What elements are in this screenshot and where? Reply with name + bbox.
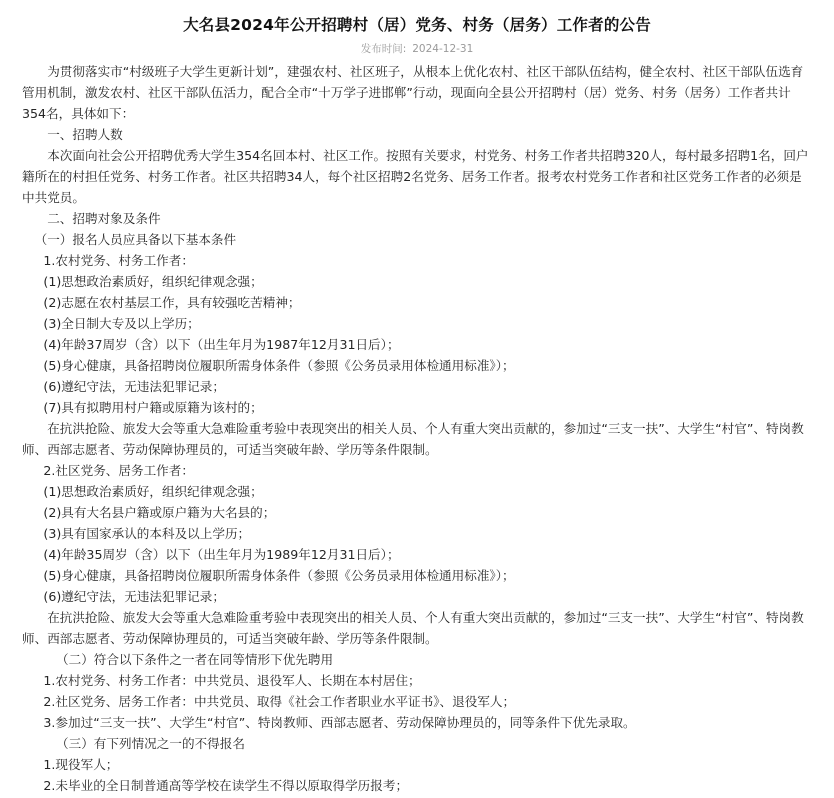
publish-meta xyxy=(22,41,812,57)
article-title: 大名县2024年公开招聘村（居）党务、村务（居务）工作者的公告 xyxy=(183,16,651,34)
village-condition-item: (4)年龄37周岁（含）以下（出生年月为1987年12月31日后）； xyxy=(43,337,400,352)
community-exception-paragraph: 在抗洪抢险、旅发大会等重大急难险重考验中表现突出的相关人员、个人有重大突出贡献的，参加过“三支一扶”、大学生“村官”、特岗教师、西部志愿者、劳动保障协理员的，可适当突破年龄、学历等条件限制。 xyxy=(22,610,804,646)
section-heading-targets: 二、招聘对象及条件 xyxy=(47,211,161,226)
community-condition-item: (2)具有大名县户籍或原户籍为大名县的； xyxy=(43,505,276,520)
village-worker-heading: 1.农村党务、村务工作者： xyxy=(43,253,194,268)
ineligible-item: 1.现役军人； xyxy=(43,757,119,772)
community-condition-item: (6)遵纪守法，无违法犯罪记录； xyxy=(43,589,225,604)
village-condition-item: (5)身心健康，具备招聘岗位履职所需身体条件（参照《公务员录用体检通用标准》）； xyxy=(43,358,515,373)
publish-date: 2024-12-31 xyxy=(412,43,474,55)
village-condition-item: (6)遵纪守法，无违法犯罪记录； xyxy=(43,379,225,394)
ineligible-item: 2.未毕业的全日制普通高等学校在读学生不得以原取得学历报考； xyxy=(43,778,409,793)
village-condition-item: (2)志愿在农村基层工作，具有较强吃苦精神； xyxy=(43,295,301,310)
community-condition-item: (3)具有国家承认的本科及以上学历； xyxy=(43,526,251,541)
community-condition-item: (5)身心健康，具备招聘岗位履职所需身体条件（参照《公务员录用体检通用标准》）； xyxy=(43,568,515,583)
subsection-priority: （二）符合以下条件之一者在同等情形下优先聘用 xyxy=(56,652,334,667)
village-condition-item: (3)全日制大专及以上学历； xyxy=(43,316,200,331)
section-heading-recruit-count: 一、招聘人数 xyxy=(47,127,123,142)
article-body xyxy=(22,61,812,796)
publish-time-label: 发布时间: xyxy=(360,43,407,55)
community-condition-item: (4)年龄35周岁（含）以下（出生年月为1989年12月31日后）； xyxy=(43,547,400,562)
intro-paragraph: 为贯彻落实市“村级班子大学生更新计划”，建强农村、社区班子，从根本上优化农村、社区干部队伍结构，健全农村、社区干部队伍选育管用机制，激发农村、社区干部队伍活力，配合全市“十万学子进邯郸”行动，现面向全县公开招聘村（居）党务、村务（居务）工作者共计354名，具体如下： xyxy=(22,64,804,121)
community-worker-heading: 2.社区党务、居务工作者： xyxy=(43,463,194,478)
priority-item: 3.参加过“三支一扶”、大学生“村官”、特岗教师、西部志愿者、劳动保障协理员的，同等条件下优先录取。 xyxy=(43,715,636,730)
subsection-basic-conditions: （一）报名人员应具备以下基本条件 xyxy=(34,232,237,247)
priority-item: 2.社区党务、居务工作者：中共党员、取得《社会工作者职业水平证书》、退役军人； xyxy=(43,694,516,709)
village-condition-item: (7)具有拟聘用村户籍或原籍为该村的； xyxy=(43,400,263,415)
priority-item: 1.农村党务、村务工作者：中共党员、退役军人、长期在本村居住； xyxy=(43,673,421,688)
village-condition-item: (1)思想政治素质好，组织纪律观念强； xyxy=(43,274,263,289)
community-condition-item: (1)思想政治素质好，组织纪律观念强； xyxy=(43,484,263,499)
village-exception-paragraph: 在抗洪抢险、旅发大会等重大急难险重考验中表现突出的相关人员、个人有重大突出贡献的，参加过“三支一扶”、大学生“村官”、特岗教师、西部志愿者、劳动保障协理员的，可适当突破年龄、学历等条件限制。 xyxy=(22,421,804,457)
recruit-count-paragraph: 本次面向社会公开招聘优秀大学生354名回本村、社区工作。按照有关要求，村党务、村务工作者共招聘320人，每村最多招聘1名，回户籍所在的村担任党务、村务工作者。社区共招聘34人，每个社区招聘2名党务、居务工作者。报考农村党务工作者和社区党务工作者的必须是中共党员。 xyxy=(22,148,809,205)
subsection-ineligible: （三）有下列情况之一的不得报名 xyxy=(56,736,245,751)
